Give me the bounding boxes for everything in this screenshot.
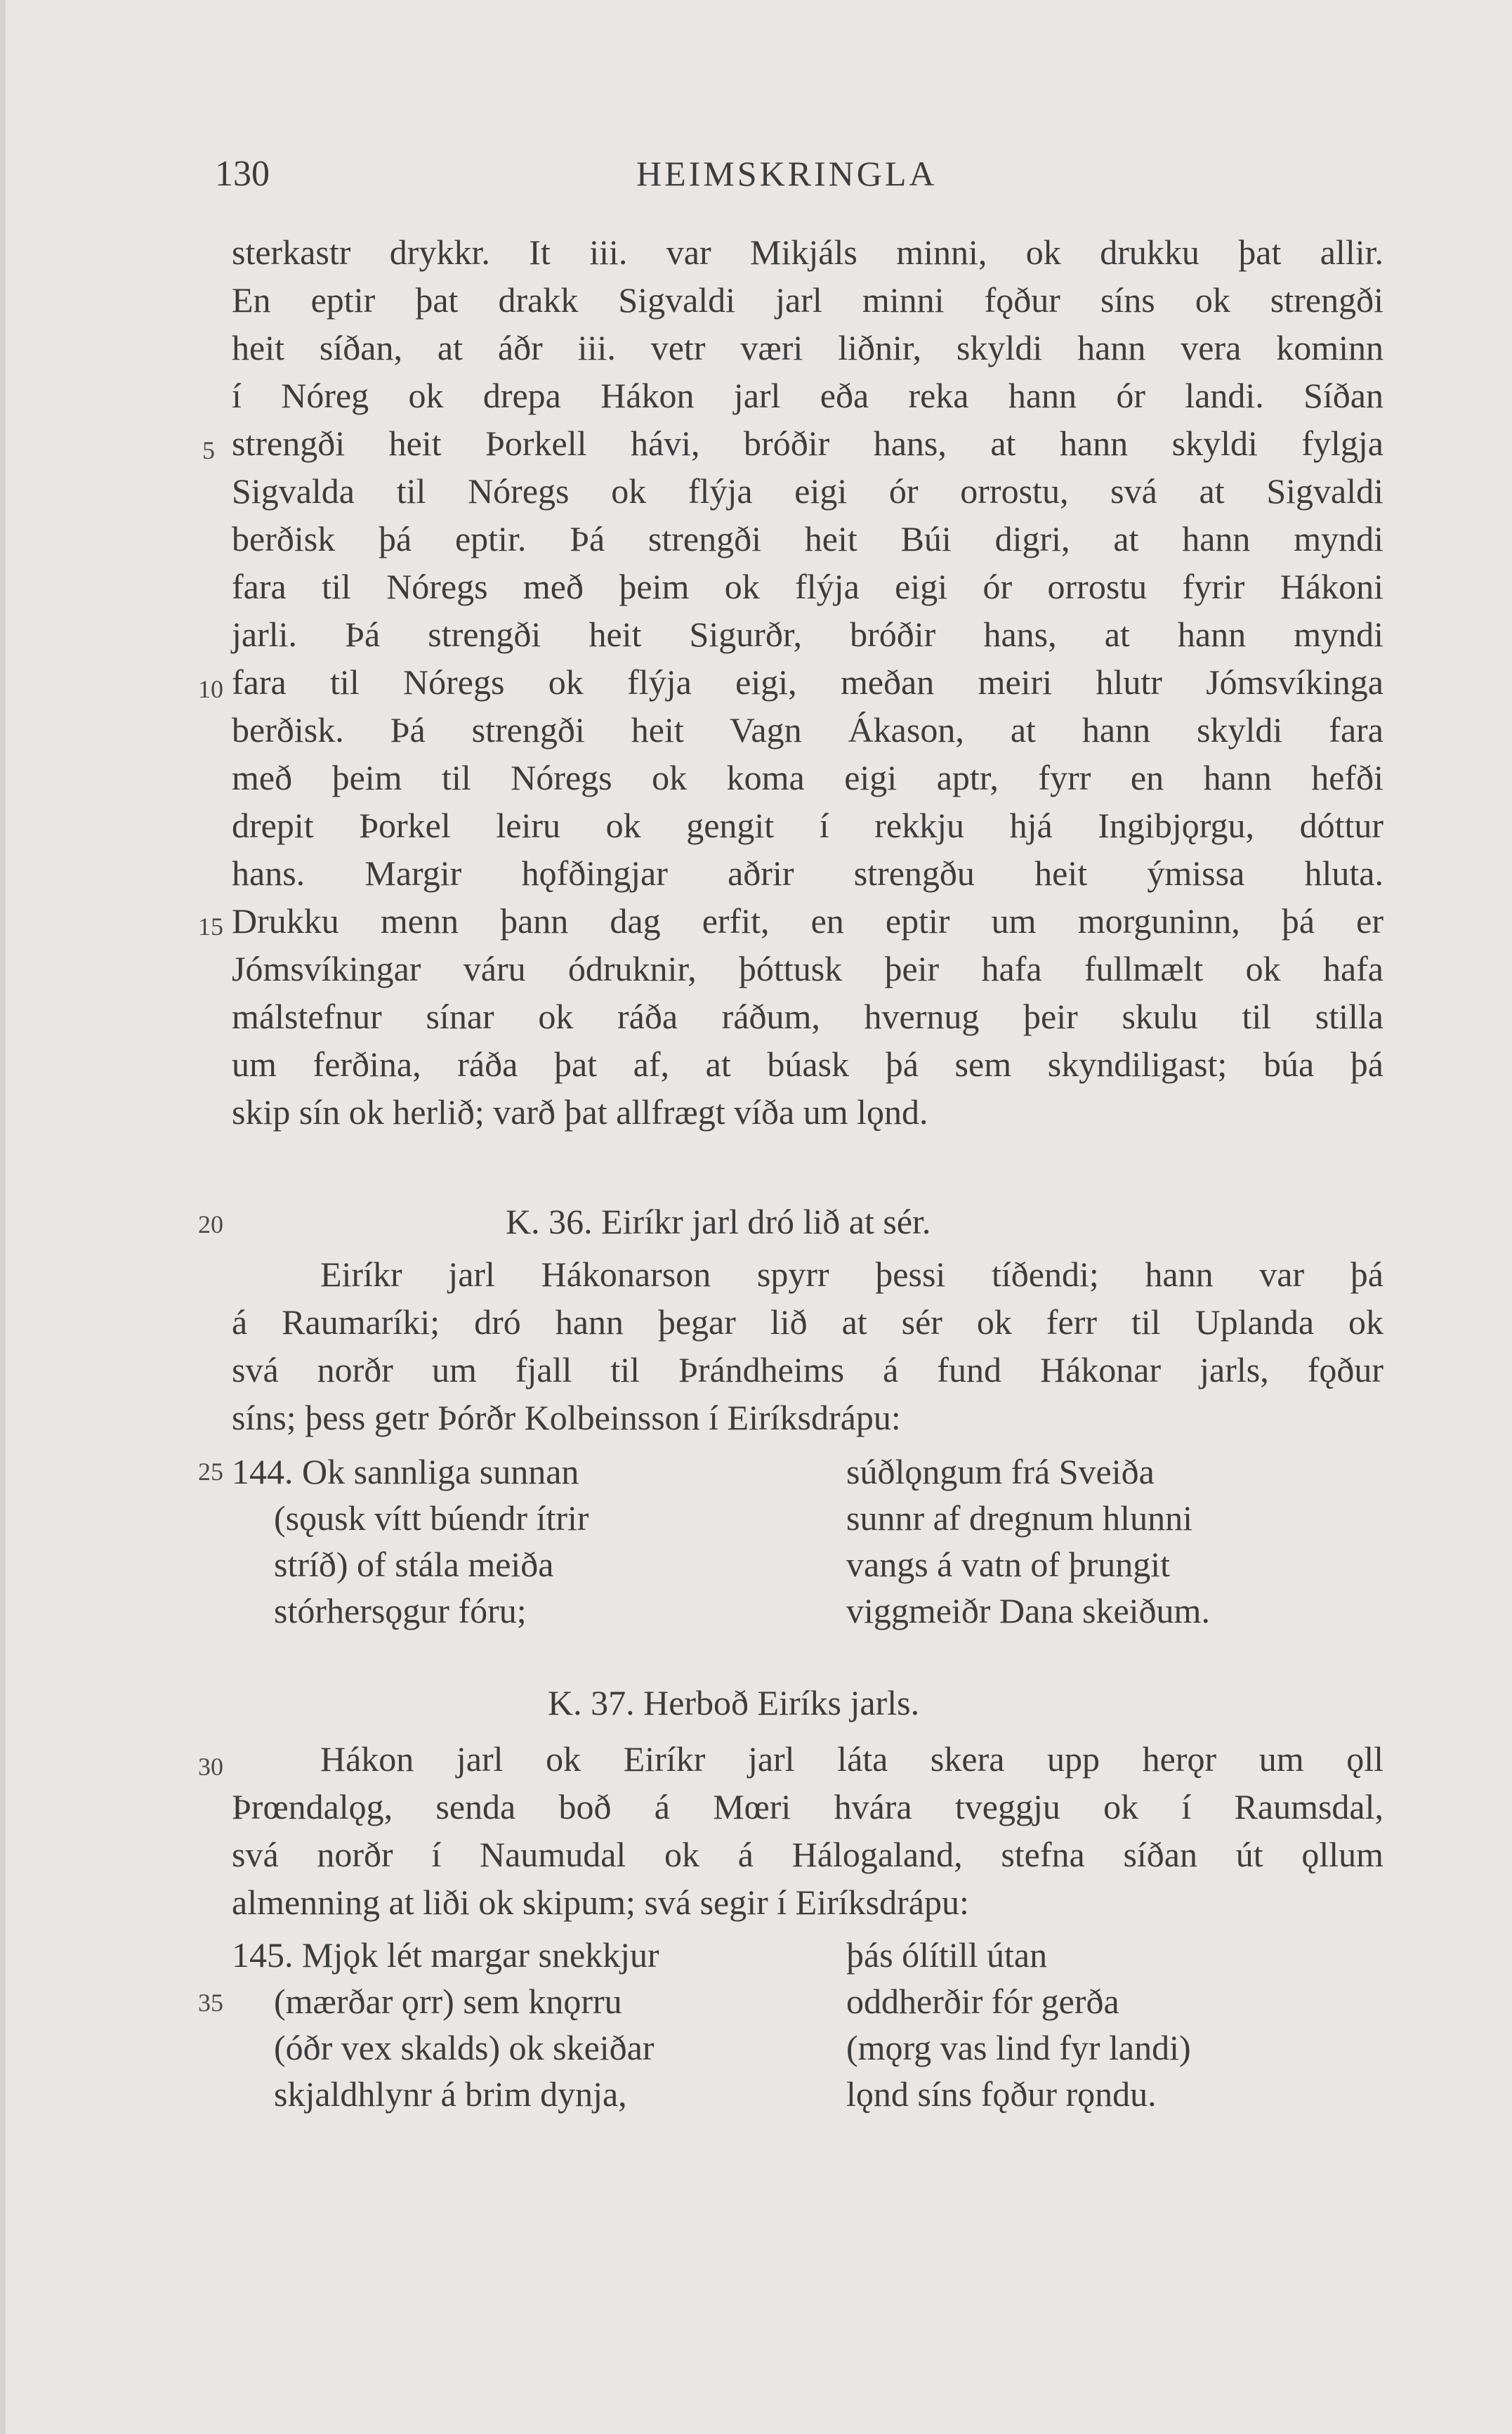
text-line: strengði heit Þorkell hávi, bróðir hans, at hann skyldi fylgja bbox=[232, 424, 1383, 463]
verse-line: (sǫusk vítt búendr ítrir bbox=[274, 1498, 589, 1538]
verse-line: stórhersǫgur fóru; bbox=[274, 1591, 527, 1630]
text-line: Þrœndalǫg, senda boð á Mœri hvára tveggju ok í Raumsdal, bbox=[232, 1787, 1383, 1826]
verse-line: viggmeiðr Dana skeiðum. bbox=[846, 1591, 1210, 1630]
text-line: síns; þess getr Þórðr Kolbeinsson í Eiríksdrápu: bbox=[232, 1398, 901, 1437]
text-line: berðisk þá eptir. Þá strengði heit Búi digri, at hann myndi bbox=[232, 519, 1383, 558]
chapter-heading-37: K. 37. Herboð Eiríks jarls. bbox=[548, 1683, 920, 1722]
text-line: Sigvalda til Nóregs ok flýja eigi ór orrostu, svá at Sigvaldi bbox=[232, 471, 1383, 511]
verse-line: vangs á vatn of þrungit bbox=[846, 1545, 1171, 1584]
verse-144-right bbox=[846, 1448, 1210, 1634]
line-number: 20 bbox=[198, 1210, 223, 1238]
text-line: En eptir þat drakk Sigvaldi jarl minni fǫður síns ok strengði bbox=[232, 280, 1383, 320]
chapter-heading-36: K. 36. Eiríkr jarl dró lið at sér. bbox=[506, 1202, 931, 1241]
text-line: drepit Þorkel leiru ok gengit í rekkju hjá Ingibjǫrgu, dóttur bbox=[232, 806, 1383, 845]
text-line: á Raumaríki; dró hann þegar lið at sér ok ferr til Uplanda ok bbox=[232, 1302, 1383, 1342]
text-line: svá norðr í Naumudal ok á Hálogaland, stefna síðan út ǫllum bbox=[232, 1835, 1383, 1874]
page-number: 130 bbox=[215, 154, 270, 194]
verse-line: oddherðir fór gerða bbox=[846, 1982, 1119, 2021]
verse-line: súðlǫngum frá Sveiða bbox=[846, 1452, 1155, 1491]
line-number: 35 bbox=[198, 1989, 223, 2017]
line-number: 25 bbox=[198, 1458, 223, 1486]
paragraph-1 bbox=[232, 228, 1383, 1136]
paragraph-2 bbox=[232, 1250, 1383, 1441]
verse-line: sunnr af dregnum hlunni bbox=[846, 1498, 1192, 1538]
text-line: almenning at liði ok skipum; svá segir í Eiríksdrápu: bbox=[232, 1883, 969, 1922]
page-header bbox=[215, 153, 1409, 209]
text-line: skip sín ok herlið; varð þat allfrægt víða um lǫnd. bbox=[232, 1092, 928, 1132]
text-line: með þeim til Nóregs ok koma eigi aptr, fyrr en hann hefði bbox=[232, 758, 1383, 797]
verse-145-right bbox=[846, 1932, 1191, 2117]
verse-line: (mærðar ǫrr) sem knǫrru bbox=[274, 1982, 622, 2021]
text-line: Hákon jarl ok Eiríkr jarl láta skera upp herǫr um ǫll bbox=[320, 1739, 1383, 1779]
verse-line: skjaldhlynr á brim dynja, bbox=[274, 2074, 627, 2114]
verse-144-left bbox=[232, 1448, 589, 1634]
line-number: 5 bbox=[202, 436, 215, 464]
text-line: fara til Nóregs með þeim ok flýja eigi ór orrostu fyrir Hákoni bbox=[232, 567, 1383, 606]
text-line: berðisk. Þá strengði heit Vagn Ákason, at hann skyldi fara bbox=[232, 710, 1383, 750]
text-line: Eiríkr jarl Hákonarson spyrr þessi tíðendi; hann var þá bbox=[320, 1255, 1383, 1294]
verse-145-left bbox=[232, 1932, 659, 2117]
text-line: í Nóreg ok drepa Hákon jarl eða reka hann ór landi. Síðan bbox=[232, 376, 1383, 415]
verse-line: 145. Mjǫk lét margar snekkjur bbox=[232, 1935, 659, 1975]
text-line: sterkastr drykkr. It iii. var Mikjáls minni, ok drukku þat allir. bbox=[232, 233, 1383, 272]
text-line: fara til Nóregs ok flýja eigi, meðan meiri hlutr Jómsvíkinga bbox=[232, 662, 1383, 702]
text-line: jarli. Þá strengði heit Sigurðr, bróðir hans, at hann myndi bbox=[232, 615, 1383, 654]
line-number: 15 bbox=[198, 912, 223, 941]
text-line: Jómsvíkingar váru ódruknir, þóttusk þeir hafa fullmælt ok hafa bbox=[232, 949, 1383, 988]
text-line: heit síðan, at áðr iii. vetr væri liðnir, skyldi hann vera kominn bbox=[232, 328, 1383, 367]
verse-line: lǫnd síns fǫður rǫndu. bbox=[846, 2074, 1157, 2114]
verse-line: 144. Ok sannliga sunnan bbox=[232, 1452, 579, 1491]
page-edge bbox=[0, 0, 6, 2434]
text-line: málstefnur sínar ok ráða ráðum, hvernug þeir skulu til stilla bbox=[232, 997, 1383, 1036]
verse-line: stríð) of stála meiða bbox=[274, 1545, 554, 1584]
line-number: 10 bbox=[198, 675, 223, 703]
running-head: HEIMSKRINGLA bbox=[636, 154, 938, 193]
line-number: 30 bbox=[198, 1753, 223, 1781]
text-line: um ferðina, ráða þat af, at búask þá sem skyndiligast; búa þá bbox=[232, 1045, 1383, 1084]
verse-line: (mǫrg vas lind fyr landi) bbox=[846, 2028, 1191, 2067]
text-line: hans. Margir hǫfðingjar aðrir strengðu heit ýmissa hluta. bbox=[232, 853, 1383, 893]
paragraph-3 bbox=[232, 1735, 1383, 1926]
text-line: svá norðr um fjall til Þrándheims á fund Hákonar jarls, fǫður bbox=[232, 1350, 1383, 1389]
verse-line: þás ólítill útan bbox=[846, 1935, 1048, 1975]
verse-line: (óðr vex skalds) ok skeiðar bbox=[274, 2028, 655, 2067]
text-line: Drukku menn þann dag erfit, en eptir um morguninn, þá er bbox=[232, 901, 1383, 941]
